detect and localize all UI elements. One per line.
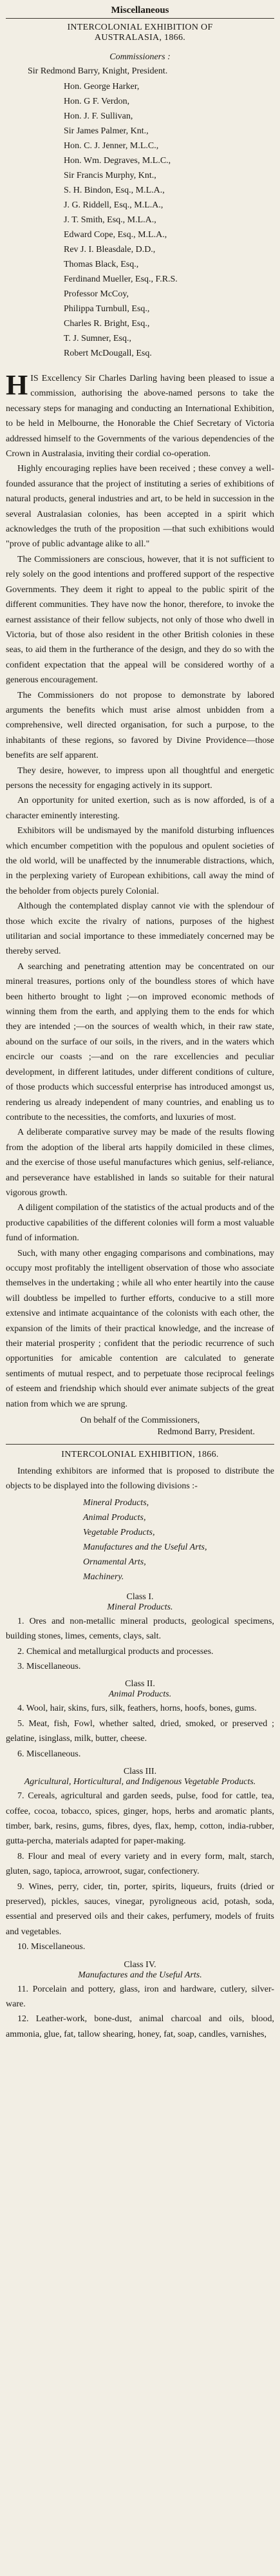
body-paragraph: A searching and penetrating attention may be concentrated on our mineral treasures, portions only of the boundless stores of which have been hitherto brought to light ;—on improved economic methods of winning them from the earth, and applying them to the ends for which they are intended ;—on the sources of wealth which, in their raw state, abound on the surface of our soils, in the rivers, and in the waters which encircle our coasts ;—and on the rare excellencies and peculiar development, in different latitudes, under different conditions of culture, of those products which successful enterprise has introduced amongst us, rendering us already independent of many countries, and enabling us to contribute to the necessities, the comforts, and luxuries of most. [6,961,274,1122]
class-block [6,1767,274,1954]
class-heading: Class IV. [124,1959,156,1970]
commissioners-heading: Commissioners : [109,52,171,62]
signoff-line: On behalf of the Commissioners, [80,1416,200,1426]
classification-notice [6,1450,274,2042]
body-paragraph: The Commissioners do not propose to demonstrate by labored arguments the benefits which must arise almost unbidden from a comprehensive, well directed organisation, for such a purpose, to the inhabitants of these regions, so favored by Divine Providence—those benefits are self apparent. [6,690,274,761]
division-item: Machinery. [83,1572,124,1582]
body-paragraph: Exhibitors will be undismayed by the manifold disturbing influences which encumber competition with the populous and opulent societies of the old world, will be unaffected by the innumerable distractions, which, in the perplexing variety of European exhibitions, call away the mind of the beholder from objects purely Colonial. [6,826,274,896]
notice-title-line2: AUSTRALASIA, 1866. [94,33,186,43]
commissioner: Sir James Palmer, Knt., [64,126,149,136]
classification-intro: Intending exhibitors are informed that is proposed to distribute the objects to be displayed into the following divisions :- [6,1466,274,1492]
divisions-list [6,1495,274,1584]
body-paragraph: HIS Excellency Sir Charles Darling having been pleased to issue a commission, authorising the above-named persons to take the necessary steps for managing and conducting an International Exhibition, to be held in Melbourne, the Honorable the Chief Secretary of Victoria addressed himself to the Governments of the various dependencies of the Crown in Australasia, inviting their cordial co-operation. [6,369,274,459]
commissioner: Thomas Black, Esq., [64,260,139,269]
commissioner: Charles R. Bright, Esq., [64,319,150,329]
article-divider [6,1444,274,1445]
commissioner: Sir Francis Murphy, Knt., [64,171,156,180]
body-paragraph: Although the contemplated display cannot vie with the splendour of those which excite the rivalry of nations, purposes of the highest utilitarian and social importance to these immediately concerned may be thereby served. [6,901,274,957]
commissioner: Hon. George Harker, [64,82,140,91]
division-item: Manufactures and the Useful Arts, [83,1542,207,1552]
section-divider [6,18,274,19]
commissioner: Philippa Turnbull, Esq., [64,304,150,314]
division-item: Animal Products, [83,1512,146,1523]
commissioners-list [6,79,274,361]
class-item: 6. Miscellaneous. [17,1749,81,1759]
commissioner: Hon. C. J. Jenner, M.L.C., [64,141,159,151]
classification-intro-wrap [6,1464,274,1494]
class-item: 8. Flour and meal of every variety and in every form, malt, starch, gluten, sago, tapioca, arrowroot, sugar, confectionery. [6,1851,274,1877]
class-item: 2. Chemical and metallurgical products and processes. [17,1646,214,1657]
exhibition-notice [6,23,274,1437]
commissioner: Hon. Wm. Degraves, M.L.C., [64,156,171,166]
class-block [6,1960,274,2043]
body-paragraph: An opportunity for united exertion, such as is now afforded, is of a character eminently interesting. [6,796,274,821]
commissioner: Ferdinand Mueller, Esq., F.R.S. [64,274,178,284]
class-heading: Class III. [123,1767,157,1777]
class-subheading: Animal Products. [108,1689,172,1700]
class-item: 11. Porcelain and pottery, glass, iron and hardware, cutlery, silver-ware. [6,1984,274,2009]
notice-body [6,371,274,1412]
commissioner: S. H. Bindon, Esq., M.L.A., [64,186,165,195]
class-item: 4. Wool, hair, skins, furs, silk, feathers, horns, hoofs, bones, gums. [17,1704,257,1714]
commissioner: T. J. Sumner, Esq., [64,334,131,343]
class-item: 5. Meat, fish, Fowl, whether salted, dried, smoked, or preserved ; gelatine, isinglass, milk, butter, cheese. [6,1718,274,1744]
class-item: 9. Wines, perry, cider, tin, porter, spirits, liqueurs, fruits (dried or preserved), pickles, sauces, vinegar, pyroligneous acid, potash, soda, essential and preserved oils and their cakes, perfumery, models of fruits and vegetables. [6,1881,274,1937]
commission-president: Sir Redmond Barry, Knight, President. [28,66,168,76]
class-subheading: Mineral Products. [107,1602,173,1612]
class-subheading: Manufactures and the Useful Arts. [78,1970,202,1980]
class-heading: Class I. [126,1591,154,1602]
commissioner: J. T. Smith, Esq., M.L.A., [64,215,156,225]
division-item: Mineral Products, [83,1497,149,1508]
division-item: Ornamental Arts, [83,1557,146,1567]
commissioner: J. G. Riddell, Esq., M.L.A., [64,200,163,210]
division-item: Vegetable Products, [83,1527,155,1537]
commissioner: Rev J. I. Bleasdale, D.D., [64,245,156,255]
body-paragraph: The Commissioners are conscious, however, that it is not sufficient to rely solely on the good intentions and proffered support of the respective Governments. They deem it right to appeal to the public spirit of the different communities. They have now the honor, therefore, to invoke the earnest assistance of their fellow subjects, not only of those who dwell in Victoria, but of those also resident in the other British colonies in these seas, to aid them in the furtherance of the design, and they do so with the confident expectation that the appeal will be considered worthy of a generous encouragement. [6,554,274,686]
notice-title-line1: INTERCOLONIAL EXHIBITION OF [67,23,213,32]
commissioner: Professor McCoy, [64,289,129,299]
body-paragraph: A deliberate comparative survey may be made of the results flowing from the adoption of the liberal arts happily domiciled in these climes, and the exercise of those useful manufactures which genius, self-reliance, and perseverance have established in lands so suitable for their natural vigorous growth. [6,1128,274,1198]
class-item: 7. Cereals, agricultural and garden seeds, pulse, food for cattle, tea, coffee, cocoa, tobacco, spices, ginger, hops, herbs and aromatic plants, timber, bark, resins, gums, fibres, dyes, flax, hemp, cotton, india-rubber, gutta-percha, materials adapted for paper-making. [6,1791,274,1847]
commissioner: Hon. J. F. Sullivan, [64,111,133,121]
class-item: 3. Miscellaneous. [17,1662,81,1672]
signature: Redmond Barry, President. [157,1427,255,1437]
classification-title: INTERCOLONIAL EXHIBITION, 1866. [61,1450,219,1460]
body-paragraph: Such, with many other engaging comparisons and combinations, may occupy most profitably the intelligent observation of those who associate themselves in the undertaking ; while all who enter heartily into the cause will doubtless be impelled to further efforts, conducive to a still more extensive and intimate acquaintance of the colonists with each other, the expansion of the limits of their practical knowledge, and the increase of their material prosperity ; confident that the periodic recurrence of such opportunities for amicable contention are calculated to generate sentiments of mutual respect, and to perpetuate those reciprocal feelings of esteem and friendship which should ever animate subjects of the great nation from which we are sprung. [6,1248,274,1409]
commissioner: Robert McDougall, Esq. [64,349,152,358]
class-block [6,1592,274,1675]
class-heading: Class II. [125,1679,155,1689]
class-block [6,1679,274,1762]
section-heading: Miscellaneous [111,5,169,15]
class-item: 1. Ores and non-metallic mineral products, geological specimens, building stones, limes, cements, clays, salt. [6,1616,274,1642]
class-item: 12. Leather-work, bone-dust, animal charcoal and oils, blood, ammonia, glue, fat, tallow shearing, honey, fat, soap, candles, varnishes, [6,2014,274,2039]
body-paragraph: They desire, however, to impress upon all thoughtful and energetic persons the necessity for engaging actively in its support. [6,765,274,791]
commissioner: Hon. G F. Verdon, [64,97,130,106]
drop-cap: H [6,369,28,401]
body-paragraph: A diligent compilation of the statistics of the actual products and of the productive capabilities of the different colonies will form a most valuable fund of information. [6,1203,274,1244]
commissioner: Edward Cope, Esq., M.L.A., [64,230,167,240]
body-paragraph: Highly encouraging replies have been received ; these convey a well-founded assurance that the project of instituting a series of exhibitions of natural products, general industries and art, to be held in succession in the several Australasian colonies, has been accepted in a spirit which acknowledges the truth of the proposition —that such exhibitions would "prove of public advantage alike to all." [6,464,274,550]
class-item: 10. Miscellaneous. [17,1942,86,1952]
class-subheading: Agricultural, Horticultural, and Indigenous Vegetable Products. [24,1777,256,1787]
